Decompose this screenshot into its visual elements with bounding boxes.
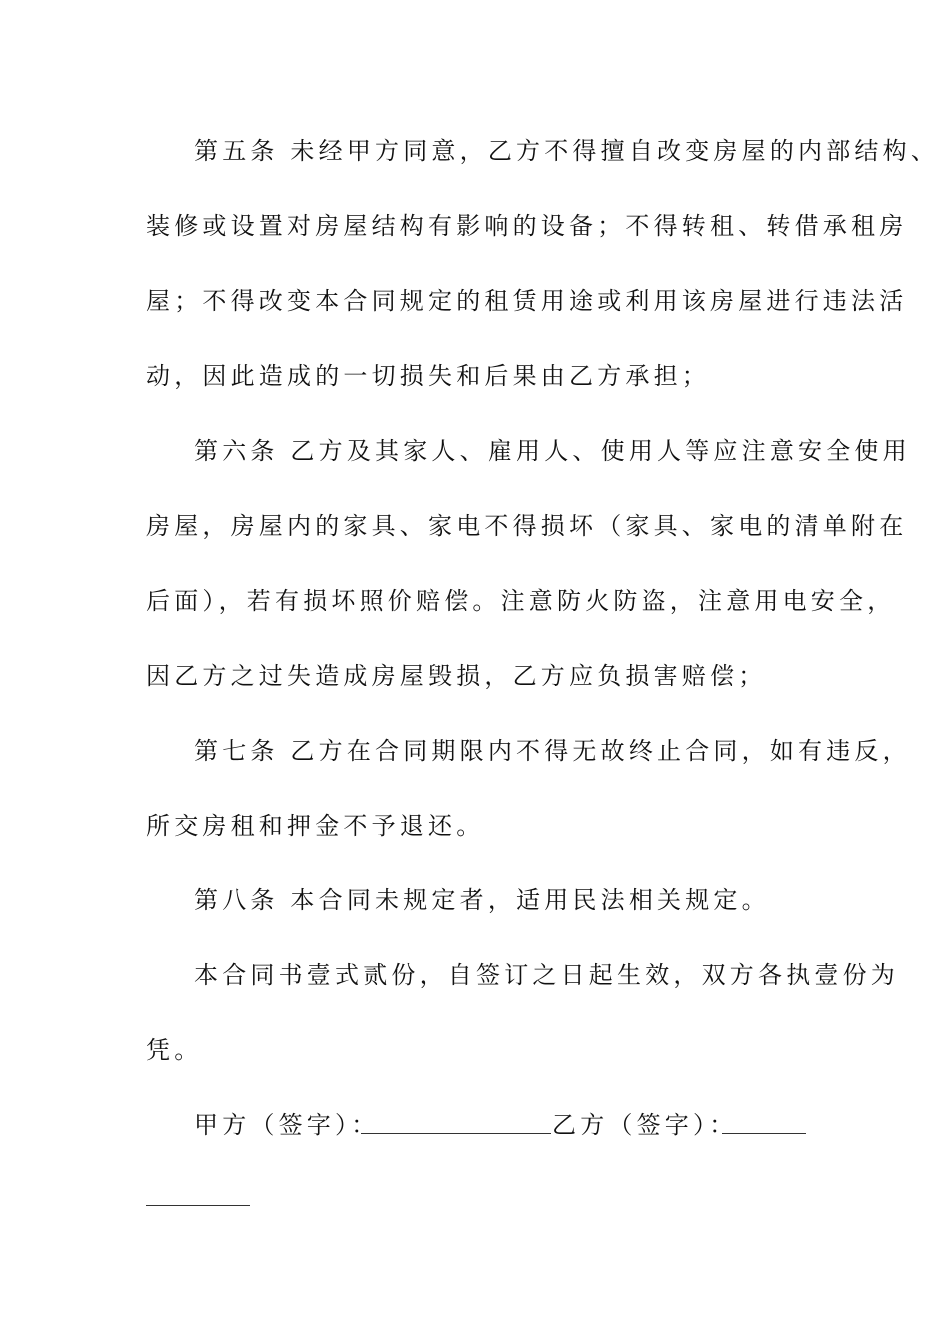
closing-line-2: 凭。 (146, 1036, 203, 1064)
article-7-line-2: 所交房租和押金不予退还。 (146, 812, 485, 840)
article-6-line-1: 第六条 乙方及其家人、雇用人、使用人等应注意安全使用 (194, 437, 911, 465)
party-b-signature-line-continued[interactable] (146, 1205, 250, 1206)
article-8-line-1: 第八条 本合同未规定者，适用民法相关规定。 (194, 886, 770, 914)
party-a-signature-label: 甲方（签字）： (194, 1111, 380, 1139)
article-7-line-1: 第七条 乙方在合同期限内不得无故终止合同，如有违反， (194, 737, 911, 765)
article-5-line-2: 装修或设置对房屋结构有影响的设备；不得转租、转借承租房 (146, 212, 908, 240)
article-5-line-4: 动，因此造成的一切损失和后果由乙方承担； (146, 362, 710, 390)
article-6-line-4: 因乙方之过失造成房屋毁损，乙方应负损害赔偿； (146, 662, 767, 690)
closing-line-1: 本合同书壹式贰份，自签订之日起生效，双方各执壹份为 (194, 961, 899, 989)
party-a-signature-line[interactable] (361, 1133, 551, 1134)
article-6-line-3: 后面），若有损坏照价赔偿。注意防火防盗，注意用电安全， (146, 587, 896, 615)
party-b-signature-label: 乙方（签字）： (552, 1111, 738, 1139)
party-b-signature-line[interactable] (722, 1133, 806, 1134)
article-5-line-3: 屋；不得改变本合同规定的租赁用途或利用该房屋进行违法活 (146, 287, 908, 315)
article-5-line-1: 第五条 未经甲方同意，乙方不得擅自改变房屋的内部结构、 (194, 137, 940, 165)
article-6-line-2: 房屋，房屋内的家具、家电不得损坏（家具、家电的清单附在 (146, 512, 908, 540)
